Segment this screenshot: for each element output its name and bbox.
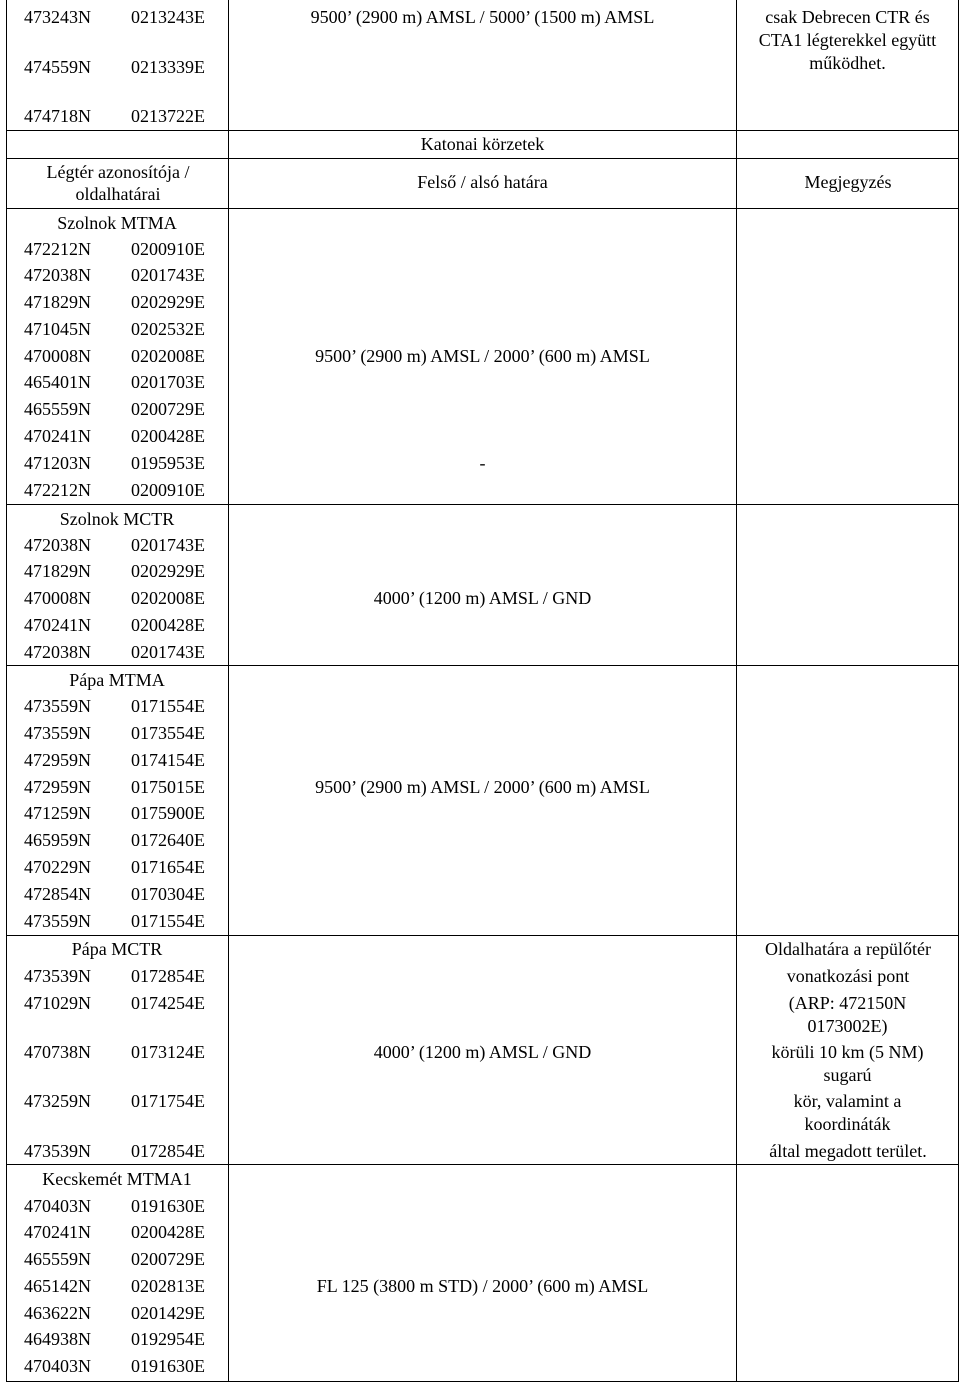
top-remark: csak Debrecen CTR és CTA1 légterekkel együtt működhet. [758,7,937,73]
coord-lat: 474718N [24,106,91,126]
header-airspace-id: Légtér azonosítója / oldalhatárai [46,162,190,204]
coord-lon: 0191630E [131,1196,205,1216]
coord-lat: 473559N [24,723,91,743]
header-vertical-limits: Felső / alsó határa [417,172,548,192]
coord-lat: 472038N [24,642,91,662]
coord-lon: 0202532E [131,319,205,339]
coord-lat: 472959N [24,777,91,797]
coord-lon: 0200910E [131,480,205,500]
vertical-limit-kecskemet-mtma1: FL 125 (3800 m STD) / 2000’ (600 m) AMSL [316,1276,649,1296]
coord-lat: 470738N [24,1042,91,1062]
coord-lon: 0200428E [131,615,205,635]
coord-lat: 465959N [24,830,91,850]
coord-lon: 0195953E [131,453,205,473]
coord-lon: 0200729E [131,1249,205,1269]
coord-lon: 0172854E [131,1141,205,1161]
coord-lat: 470008N [24,346,91,366]
area-title-szolnok-mtma: Szolnok MTMA [57,213,177,233]
coord-lat: 471045N [24,319,91,339]
coord-lon: 0202008E [131,588,205,608]
table-border-bottom [6,1381,959,1382]
header-remarks: Megjegyzés [804,172,892,192]
area-title-papa-mctr: Pápa MCTR [71,939,163,959]
remark-papa-mctr-line: Oldalhatára a repülőtér [765,939,931,959]
coord-lat: 470241N [24,426,91,446]
coord-lat: 463622N [24,1303,91,1323]
remark-papa-mctr-line: által megadott terület. [769,1141,927,1161]
row-divider [6,130,959,131]
coord-lon: 0213243E [131,7,205,27]
coord-lat: 472038N [24,535,91,555]
coord-lon: 0172854E [131,966,205,986]
coord-lon: 0201703E [131,372,205,392]
coord-lat: 470403N [24,1196,91,1216]
row-divider [6,665,959,666]
area-title-papa-mtma: Pápa MTMA [69,670,165,690]
coord-lat: 465142N [24,1276,91,1296]
coord-lon: 0202929E [131,561,205,581]
coord-lat: 473539N [24,1141,91,1161]
coord-lon: 0200910E [131,239,205,259]
coord-lat: 471829N [24,561,91,581]
coord-lon: 0174154E [131,750,205,770]
coord-lat: 465401N [24,372,91,392]
coord-lat: 465559N [24,1249,91,1269]
coord-lat: 473559N [24,696,91,716]
coord-lon: 0173124E [131,1042,205,1062]
coord-lon: 0200428E [131,1222,205,1242]
coord-lat: 470403N [24,1356,91,1376]
coord-lat: 473243N [24,7,91,27]
coord-lon: 0201743E [131,535,205,555]
coord-lon: 0175900E [131,803,205,823]
area-title-kecskemet-mtma1: Kecskemét MTMA1 [42,1169,192,1189]
coord-lon: 0170304E [131,884,205,904]
coord-lat: 472212N [24,480,91,500]
row-divider [6,1164,959,1165]
remark-papa-mctr-line: körüli 10 km (5 NM) sugarú [771,1042,924,1085]
coord-lon: 0171754E [131,1091,205,1111]
coord-lon: 0200428E [131,426,205,446]
row-divider [6,208,959,209]
coord-lat: 470008N [24,588,91,608]
coord-lon: 0213722E [131,106,205,126]
coord-lon: 0191630E [131,1356,205,1376]
area-title-szolnok-mctr: Szolnok MCTR [59,509,175,529]
coord-lat: 472212N [24,239,91,259]
row-divider [6,935,959,936]
coord-lat: 473539N [24,966,91,986]
row-divider [6,504,959,505]
coord-lon: 0171654E [131,857,205,877]
coord-lon: 0171554E [131,911,205,931]
coord-lon: 0171554E [131,696,205,716]
coord-lon: 0201429E [131,1303,205,1323]
remark-papa-mctr-line: vonatkozási pont [786,966,910,986]
coord-lon: 0192954E [131,1329,205,1349]
coord-lat: 474559N [24,57,91,77]
coord-lat: 471829N [24,292,91,312]
vertical-limit-szolnok-mctr: 4000’ (1200 m) AMSL / GND [373,588,592,608]
remark-dash: - [479,453,486,473]
coord-lat: 473259N [24,1091,91,1111]
coord-lat: 472854N [24,884,91,904]
coord-lat: 471259N [24,803,91,823]
coord-lon: 0201743E [131,265,205,285]
coord-lat: 470241N [24,615,91,635]
top-vertical-limit: 9500’ (2900 m) AMSL / 5000’ (1500 m) AMSL [310,7,655,27]
vertical-limit-papa-mctr: 4000’ (1200 m) AMSL / GND [373,1042,592,1062]
coord-lat: 465559N [24,399,91,419]
section-title: Katonai körzetek [420,134,545,154]
coord-lat: 470241N [24,1222,91,1242]
remark-papa-mctr-line: kör, valamint a koordináták [793,1091,902,1134]
coord-lat: 473559N [24,911,91,931]
coord-lat: 472959N [24,750,91,770]
row-divider [6,158,959,159]
coord-lat: 471029N [24,993,91,1013]
coord-lon: 0202929E [131,292,205,312]
remark-papa-mctr-line: (ARP: 472150N 0173002E) [788,993,907,1036]
coord-lon: 0173554E [131,723,205,743]
coord-lat: 471203N [24,453,91,473]
coord-lon: 0213339E [131,57,205,77]
coord-lat: 470229N [24,857,91,877]
coord-lon: 0175015E [131,777,205,797]
coord-lon: 0200729E [131,399,205,419]
coord-lon: 0202813E [131,1276,205,1296]
coord-lon: 0172640E [131,830,205,850]
coord-lat: 464938N [24,1329,91,1349]
coord-lon: 0202008E [131,346,205,366]
vertical-limit-szolnok-mtma: 9500’ (2900 m) AMSL / 2000’ (600 m) AMSL [315,346,650,366]
coord-lon: 0174254E [131,993,205,1013]
vertical-limit-papa-mtma: 9500’ (2900 m) AMSL / 2000’ (600 m) AMSL [315,777,650,797]
coord-lat: 472038N [24,265,91,285]
coord-lon: 0201743E [131,642,205,662]
